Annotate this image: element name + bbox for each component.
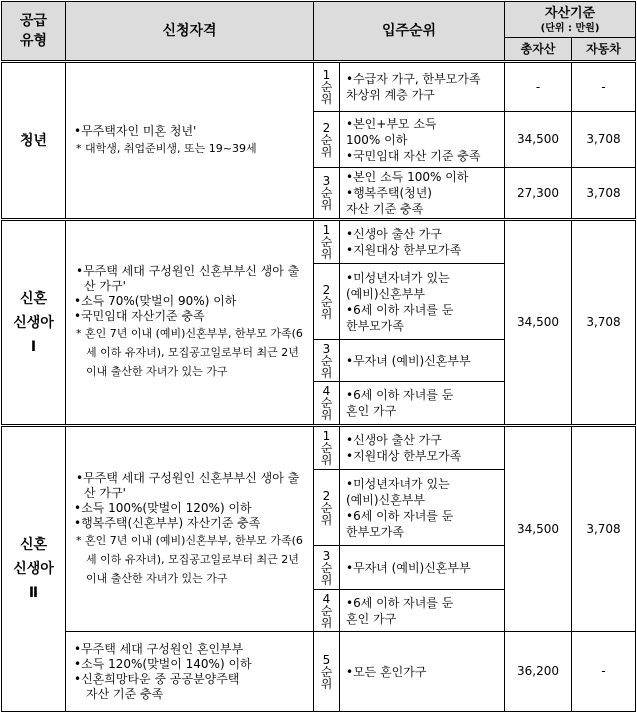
total-asset-cell: 27,300 xyxy=(505,168,572,220)
eligibility-newlywed-2-rank5: •무주택 세대 구성원인 혼인부부 •소득 120%(맞벌이 140%) 이하 •신혼희망타운 중 공공분양주택 자산 기준 충족 xyxy=(66,632,314,712)
priority-cell: •신생아 출산 가구 •지원대상 한부모가족 xyxy=(340,426,505,470)
total-asset-cell: - xyxy=(505,62,572,112)
total-asset-cell: 36,200 xyxy=(505,632,572,712)
total-asset-cell: 34,500 xyxy=(505,220,572,426)
header-eligibility: 신청자격 xyxy=(66,2,314,62)
priority-cell: •미성년자녀가 있는 (예비)신혼부부 •6세 이하 자녀를 둔 한부모가족 xyxy=(340,470,505,546)
priority-cell: •모든 혼인가구 xyxy=(340,632,505,712)
rank-cell: 1 순 위 xyxy=(314,220,340,264)
priority-cell: •무자녀 (예비)신혼부부 xyxy=(340,340,505,382)
rank-cell: 1 순 위 xyxy=(314,426,340,470)
header-supply-type: 공급 유형 xyxy=(2,2,66,62)
eligibility-youth: •무주택자인 미혼 청년' * 대학생, 취업준비생, 또는 19~39세 xyxy=(66,62,314,220)
rank-cell: 4 순 위 xyxy=(314,382,340,426)
car-cell: 3,708 xyxy=(572,112,636,168)
rank-cell: 4 순 위 xyxy=(314,590,340,632)
priority-cell: •6세 이하 자녀를 둔 혼인 가구 xyxy=(340,382,505,426)
rank-cell: 3 순 위 xyxy=(314,340,340,382)
rank-cell: 2 순 위 xyxy=(314,112,340,168)
eligibility-newlywed-2: •무주택 세대 구성원인 신혼부부신 생아 출산 가구' •소득 100%(맞벌이 120%) 이하 •행복주택(신혼부부) 자산기준 충족 * 혼인 7년 이내 (예비)신혼부부, 한부모 가족(6세 이하 유자녀), 모집공고일로부터 최근 2년 이내 출산한 자녀가 있는 가구 xyxy=(66,426,314,632)
rank-cell: 3 순 위 xyxy=(314,168,340,220)
priority-cell: •6세 이하 자녀를 둔 혼인 가구 xyxy=(340,590,505,632)
priority-cell: •본인+부모 소득 100% 이하 •국민임대 자산 기준 충족 xyxy=(340,112,505,168)
header-asset: 자산기준 (단위 : 만원) xyxy=(505,2,636,38)
type-youth: 청년 xyxy=(2,62,66,220)
type-newlywed-2: 신혼 신생아 Ⅱ xyxy=(2,426,66,712)
car-cell: 3,708 xyxy=(572,426,636,632)
type-newlywed-1: 신혼 신생아 Ⅰ xyxy=(2,220,66,426)
supply-eligibility-table xyxy=(1,1,636,712)
car-cell: 3,708 xyxy=(572,168,636,220)
priority-cell: •미성년자녀가 있는 (예비)신혼부부 •6세 이하 자녀를 둔 한부모가족 xyxy=(340,264,505,340)
rank-cell: 1 순 위 xyxy=(314,62,340,112)
total-asset-cell: 34,500 xyxy=(505,426,572,632)
header-priority: 입주순위 xyxy=(314,2,505,62)
priority-cell: •본인 소득 100% 이하 •행복주택(청년) 자산 기준 충족 xyxy=(340,168,505,220)
header-car: 자동차 xyxy=(572,38,636,62)
total-asset-cell: 34,500 xyxy=(505,112,572,168)
priority-cell: •신생아 출산 가구 •지원대상 한부모가족 xyxy=(340,220,505,264)
priority-cell: •수급자 가구, 한부모가족 차상위 계층 가구 xyxy=(340,62,505,112)
car-cell: - xyxy=(572,62,636,112)
header-total-asset: 총자산 xyxy=(505,38,572,62)
eligibility-newlywed-1: •무주택 세대 구성원인 신혼부부신 생아 출산 가구' •소득 70%(맞벌이 90%) 이하 •국민임대 자산기준 충족 * 혼인 7년 이내 (예비)신혼부부, 한부모 가족(6세 이하 유자녀), 모집공고일로부터 최근 2년 이내 출산한 자녀가 있는 가구 xyxy=(66,220,314,426)
rank-cell: 2 순 위 xyxy=(314,470,340,546)
rank-cell: 3 순 위 xyxy=(314,546,340,590)
car-cell: - xyxy=(572,632,636,712)
rank-cell: 5 순 위 xyxy=(314,632,340,712)
rank-cell: 2 순 위 xyxy=(314,264,340,340)
priority-cell: •무자녀 (예비)신혼부부 xyxy=(340,546,505,590)
car-cell: 3,708 xyxy=(572,220,636,426)
